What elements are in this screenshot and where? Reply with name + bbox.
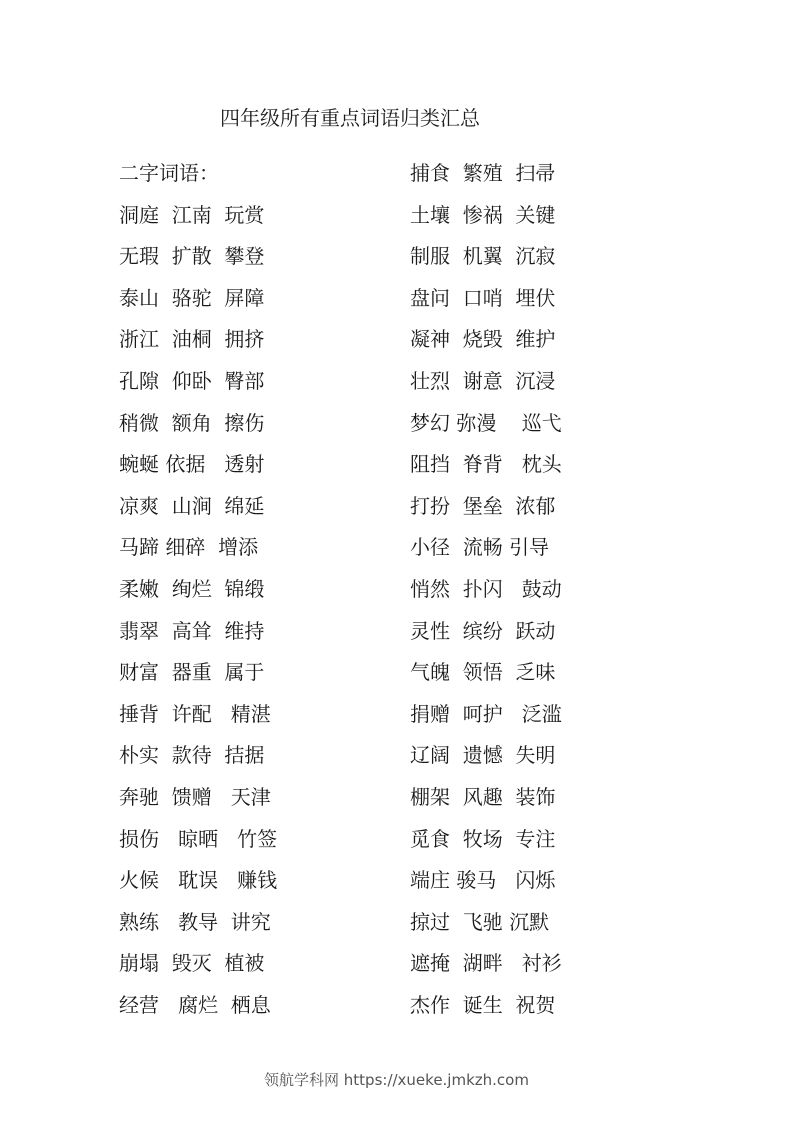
footer-watermark: 领航学科网 https://xueke.jmkzh.com <box>264 1071 529 1089</box>
word-row: 无瑕 扩散 攀登 <box>119 244 265 269</box>
word-row: 蜿蜒 依据 透射 <box>119 452 265 477</box>
section-heading: 二字词语： <box>119 161 219 185</box>
word-row: 浙江 油桐 拥挤 <box>119 327 265 352</box>
word-row: 捐赠 呵护 泛滥 <box>410 701 562 726</box>
word-row: 损伤 晾晒 竹签 <box>119 826 278 851</box>
word-row: 阻挡 脊背 枕头 <box>410 452 562 477</box>
word-row: 小径 流畅 引导 <box>410 535 550 560</box>
word-row: 马蹄 细碎 增添 <box>119 535 259 560</box>
word-row: 悄然 扑闪 鼓动 <box>410 576 562 601</box>
word-row: 孔隙 仰卧 臀部 <box>119 368 265 393</box>
word-row: 泰山 骆驼 屏障 <box>119 285 265 310</box>
word-row: 朴实 款待 拮据 <box>119 743 265 768</box>
word-row: 凝神 烧毁 维护 <box>410 327 556 352</box>
word-row: 盘问 口哨 埋伏 <box>410 285 556 310</box>
word-row: 经营 腐烂 栖息 <box>119 992 271 1017</box>
word-row: 熟练 教导 讲究 <box>119 909 271 934</box>
word-row: 崩塌 毁灭 植被 <box>119 951 265 976</box>
word-row: 洞庭 江南 玩赏 <box>119 202 265 227</box>
word-row: 捕食 繁殖 扫帚 <box>410 161 556 185</box>
word-row: 气魄 领悟 乏味 <box>410 660 556 685</box>
word-row: 财富 器重 属于 <box>119 660 265 685</box>
word-row: 棚架 风趣 装饰 <box>410 784 556 809</box>
word-row: 灵性 缤纷 跃动 <box>410 618 556 643</box>
word-row: 捶背 许配 精湛 <box>119 701 271 726</box>
word-row: 梦幻 弥漫 巡弋 <box>410 410 562 435</box>
word-row: 端庄 骏马 闪烁 <box>410 868 556 893</box>
left-word-column <box>119 158 379 1031</box>
word-row: 奔驰 馈赠 天津 <box>119 784 271 809</box>
word-row: 掠过 飞驰 沉默 <box>410 909 550 934</box>
word-row: 柔嫩 绚烂 锦缎 <box>119 576 265 601</box>
word-row: 火候 耽误 赚钱 <box>119 868 278 893</box>
word-row: 遮掩 湖畔 衬衫 <box>410 951 562 976</box>
word-row: 辽阔 遗憾 失明 <box>410 743 556 768</box>
word-row: 稍微 额角 擦伤 <box>119 410 265 435</box>
word-row: 打扮 堡垒 浓郁 <box>410 493 556 518</box>
word-row: 凉爽 山涧 绵延 <box>119 493 265 518</box>
right-word-column <box>410 158 670 1031</box>
word-row: 杰作 诞生 祝贺 <box>410 992 556 1017</box>
word-row: 翡翠 高耸 维持 <box>119 618 265 643</box>
word-row: 制服 机翼 沉寂 <box>410 244 556 269</box>
page-title: 四年级所有重点词语归类汇总 <box>220 106 480 130</box>
word-row: 土壤 惨祸 关键 <box>410 202 556 227</box>
word-row: 觅食 牧场 专注 <box>410 826 556 851</box>
word-row: 壮烈 谢意 沉浸 <box>410 368 556 393</box>
